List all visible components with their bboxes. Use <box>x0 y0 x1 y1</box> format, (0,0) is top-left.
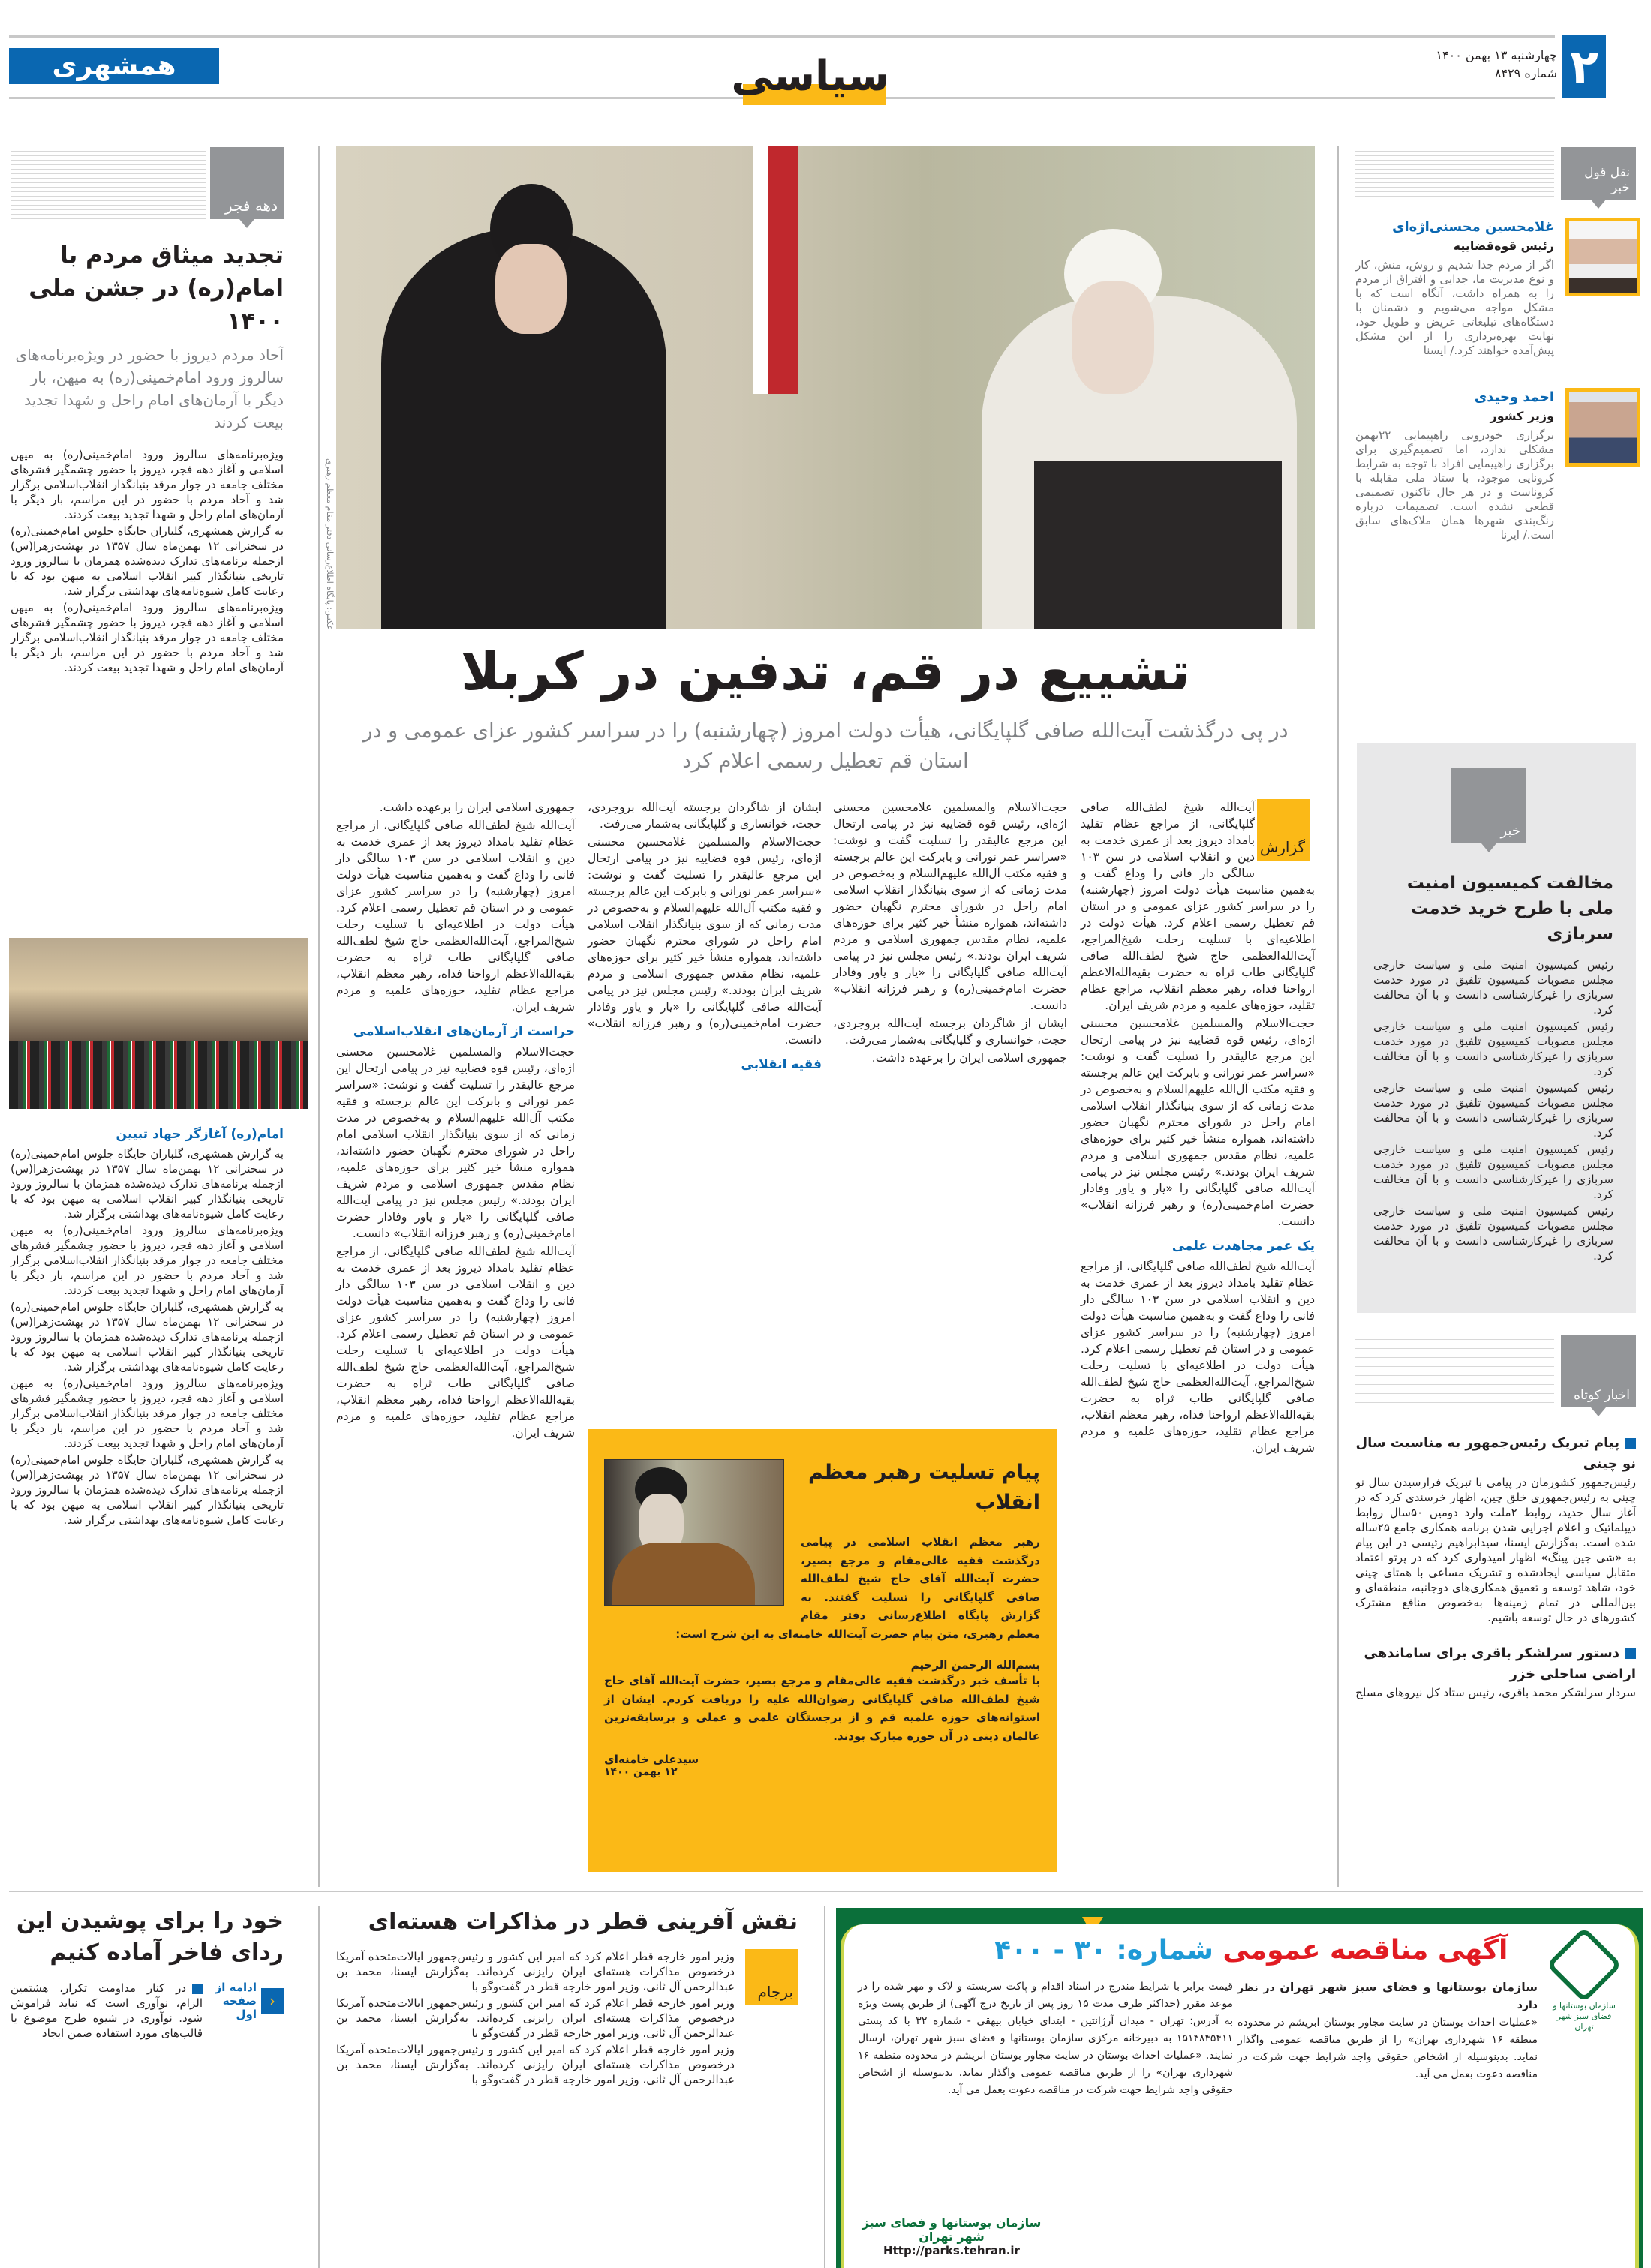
qatar-body: وزیر امور خارجه قطر اعلام کرد که امیر این کشور و رئیس‌جمهور ایالات‌متحده آمریکا درخصوص مذاکرات هسته‌ای ایران رایزنی کرده‌اند. به‌گزارش ایسنا، محمد بن عبدالرحمن آل ثانی، وزیر امور خارجه قطر در گفت‌وگو با وزیر امور خارجه قطر اعلام کرد که امیر این کشور و رئیس‌جمهور ایالات‌متحده آمریکا درخصوص مذاکرات هسته‌ای ایران رایزنی کرده‌اند. به‌گزارش ایسنا، محمد بن عبدالرحمن آل ثانی، وزیر امور خارجه قطر در گفت‌وگو با وزیر امور خارجه قطر اعلام کرد که امیر این کشور و رئیس‌جمهور ایالات‌متحده آمریکا درخصوص مذاکرات هسته‌ای ایران رایزنی کرده‌اند. به‌گزارش ایسنا، محمد بن عبدالرحمن آل ثانی، وزیر امور خارجه قطر در گفت‌وگو با <box>336 1950 735 2086</box>
qatar-headline[interactable]: نقش آفرینی قطر در مذاکرات هسته‌ای <box>368 1909 798 1935</box>
short-news-item[interactable]: دستور سرلشکر باقری برای ساماندهی اراضی ساحلی خزر سردار سرلشکر محمد باقری، رئیس ستاد کل نیروهای مسلح <box>1355 1645 1636 1699</box>
message-bismillah: بسم‌الله الرحمن الرحیم <box>910 1658 1040 1672</box>
newspaper-logo: همشهری <box>9 48 219 84</box>
avatar <box>1569 221 1637 293</box>
section-label-dahe-fajr: دهه فجر <box>210 147 284 219</box>
ad-footer: سازمان بوستانها و فضای سبز شهر تهران Http://parks.tehran.ir <box>858 2215 1045 2257</box>
leader-message-box <box>588 1429 1057 1872</box>
main-col-3: ایشان از شاگردان برجسته آیت‌الله بروجردی، حجت، خوانساری و گلپایگانی به‌شمار می‌رفت. حجت‌الاسلام والمسلمین غلامحسین محسنی اژه‌ای، رئیس قوه قضاییه نیز در پیامی ارتحال این مرجع عالیقدر را تسلیت گفت و نوشت: «سراسر عمر نورانی و بابرکت این عالم برجسته و فقیه مکتب آل‌الله علیهم‌السلام و به‌خصوص در مدت زمانی که از سوی بنیانگذار انقلاب اسلامی امام راحل در شورای محترم نگهبان حضور داشته‌اند، همواره منشأ خیر کثیر برای حوزه‌های علمیه، نظام مقدس جمهوری اسلامی و مردم شریف ایران بودند.» رئیس مجلس نیز در پیامی آیت‌الله صافی گلپایگانی را «یار و یاور وفادار حضرت امام‌خمینی(ره) و رهبر فرزانه انقلاب» دانست. فقیه انقلابی <box>588 801 822 1072</box>
news-label: خبر <box>1451 768 1526 843</box>
main-col-1: آیت‌الله شیخ لطف‌الله صافی گلپایگانی، از مراجع عظام تقلید بامداد دیروز بعد از عمری خدمت به دین و انقلاب اسلامی در سن ۱۰۳ سالگی دار فانی را وداع گفت و به‌همین مناسبت هیأت دولت امروز (چهارشنبه) را در سراسر کشور عزای عمومی و در استان قم تعطیل رسمی اعلام کرد. هیأت دولت در اطلاعیه‌ای با تسلیت رحلت شیخ‌المراجع، آیت‌الله‌العظمی حاج شیخ لطف‌الله صافی گلپایگانی طاب ثراه به حضرت بقیه‌الله‌الاعظم ارواحنا فداه، رهبر معظم انقلاب، مراجع عظام تقلید، حوزه‌های علمیه و مردم شریف ایران. حجت‌الاسلام والمسلمین غلامحسین محسنی اژه‌ای، رئیس قوه قضاییه نیز در پیامی ارتحال این مرجع عالیقدر را تسلیت گفت و نوشت: «سراسر عمر نورانی و بابرکت این عالم برجسته و فقیه مکتب آل‌الله علیهم‌السلام و به‌خصوص در مدت زمانی که از سوی بنیانگذار انقلاب اسلامی امام راحل در شورای محترم نگهبان حضور داشته‌اند، همواره منشأ خیر کثیر برای حوزه‌های علمیه، نظام مقدس جمهوری اسلامی و مردم شریف ایران بودند.» رئیس مجلس نیز در پیامی آیت‌الله صافی گلپایگانی را «یار و یاور وفادار حضرت امام‌خمینی(ره) و رهبر فرزانه انقلاب» دانست. یک عمر مجاهدت علمی آیت‌الله شیخ لطف‌الله صافی گلپایگانی، از مراجع عظام تقلید بامداد دیروز بعد از عمری خدمت به دین و انقلاب اسلامی در سن ۱۰۳ سالگی دار فانی را وداع گفت و به‌همین مناسبت هیأت دولت امروز (چهارشنبه) را در سراسر کشور عزای عمومی و در استان قم تعطیل رسمی اعلام کرد. هیأت دولت در اطلاعیه‌ای با تسلیت رحلت شیخ‌المراجع، آیت‌الله‌العظمی حاج شیخ لطف‌الله صافی گلپایگانی طاب ثراه به حضرت بقیه‌الله‌الاعظم ارواحنا فداه، رهبر معظم انقلاب، مراجع عظام تقلید، حوزه‌های علمیه و مردم شریف ایران. <box>1081 801 1315 1455</box>
left-subhead-2: امام(ره) آغازگر جهاد تبیین <box>116 1127 284 1142</box>
report-label: گزارش <box>1257 799 1310 861</box>
column-divider <box>1337 146 1339 1887</box>
left-article-2 <box>11 1125 284 1529</box>
bottom-left-body: در کنار مداومت تکرار، هشتمین الزام، نوآوری است که نباید فراموش شود. نوآوری در شیوه طرح موضوع یا قالب‌های مورد استفاده ضمن ایجاد <box>11 1981 203 2040</box>
main-col-4: جمهوری اسلامی ایران را برعهده داشت. آیت‌الله شیخ لطف‌الله صافی گلپایگانی، از مراجع عظام تقلید بامداد دیروز بعد از عمری خدمت به دین و انقلاب اسلامی در سن ۱۰۳ سالگی دار فانی را وداع گفت و به‌همین مناسبت هیأت دولت امروز (چهارشنبه) را در سراسر کشور عزای عمومی و در استان قم تعطیل رسمی اعلام کرد. هیأت دولت در اطلاعیه‌ای با تسلیت رحلت شیخ‌المراجع، آیت‌الله‌العظمی حاج شیخ لطف‌الله صافی گلپایگانی طاب ثراه به حضرت بقیه‌الله‌الاعظم ارواحنا فداه، رهبر معظم انقلاب، مراجع عظام تقلید، حوزه‌های علمیه و مردم شریف ایران. حراست از آرمان‌های انقلاب‌اسلامی حجت‌الاسلام والمسلمین غلامحسین محسنی اژه‌ای، رئیس قوه قضاییه نیز در پیامی ارتحال این مرجع عالیقدر را تسلیت گفت و نوشت: «سراسر عمر نورانی و بابرکت این عالم برجسته و فقیه مکتب آل‌الله علیهم‌السلام و به‌خصوص در مدت زمانی که از سوی بنیانگذار انقلاب اسلامی امام راحل در شورای محترم نگهبان حضور داشته‌اند، همواره منشأ خیر کثیر برای حوزه‌های علمیه، نظام مقدس جمهوری اسلامی و مردم شریف ایران بودند.» رئیس مجلس نیز در پیامی آیت‌الله صافی گلپایگانی را «یار و یاور وفادار حضرت امام‌خمینی(ره) و رهبر فرزانه انقلاب» دانست. آیت‌الله شیخ لطف‌الله صافی گلپایگانی، از مراجع عظام تقلید بامداد دیروز بعد از عمری خدمت به دین و انقلاب اسلامی در سن ۱۰۳ سالگی دار فانی را وداع گفت و به‌همین مناسبت هیأت دولت امروز (چهارشنبه) را در سراسر کشور عزای عمومی و در استان قم تعطیل رسمی اعلام کرد. هیأت دولت در اطلاعیه‌ای با تسلیت رحلت شیخ‌المراجع، آیت‌الله‌العظمی حاج شیخ لطف‌الله صافی گلپایگانی طاب ثراه به حضرت بقیه‌الله‌الاعظم ارواحنا فداه، رهبر معظم انقلاب، مراجع عظام تقلید، حوزه‌های علمیه و مردم شریف ایران. <box>336 801 575 1440</box>
quotes-list <box>1355 218 1640 572</box>
left-body-2: به گزارش همشهری، گلباران جایگاه جلوس امام‌خمینی(ره) در سخنرانی ۱۲ بهمن‌ماه سال ۱۳۵۷ در بهشت‌زهرا(س) ازجمله برنامه‌های تدارک دیده‌شده همزمان با سالروز ورود تاریخی بنیانگذار کبیر انقلاب اسلامی به میهن بود که با رعایت کامل شیوه‌نامه‌های بهداشتی برگزار شد. ویژه‌برنامه‌های سالروز ورود امام‌خمینی(ره) به میهن اسلامی و آغاز دهه فجر، دیروز با حضور چشمگیر قشرهای مختلف جامعه در جوار مرقد بنیانگذار انقلاب‌اسلامی برگزار شد و آحاد مردم با حضور در این مراسم، بار دیگر با آرمان‌های امام راحل و شهدا تجدید بیعت کردند. به گزارش همشهری، گلباران جایگاه جلوس امام‌خمینی(ره) در سخنرانی ۱۲ بهمن‌ماه سال ۱۳۵۷ در بهشت‌زهرا(س) ازجمله برنامه‌های تدارک دیده‌شده همزمان با سالروز ورود تاریخی بنیانگذار کبیر انقلاب اسلامی به میهن بود که با رعایت کامل شیوه‌نامه‌های بهداشتی برگزار شد. ویژه‌برنامه‌های سالروز ورود امام‌خمینی(ره) به میهن اسلامی و آغاز دهه فجر، دیروز با حضور چشمگیر قشرهای مختلف جامعه در جوار مرقد بنیانگذار انقلاب‌اسلامی برگزار شد و آحاد مردم با حضور در این مراسم، بار دیگر با آرمان‌های امام راحل و شهدا تجدید بیعت کردند. به گزارش همشهری، گلباران جایگاه جلوس امام‌خمینی(ره) در سخنرانی ۱۲ بهمن‌ماه سال ۱۳۵۷ در بهشت‌زهرا(س) ازجمله برنامه‌های تدارک دیده‌شده همزمان با سالروز ورود تاریخی بنیانگذار کبیر انقلاب اسلامی به میهن بود که با رعایت کامل شیوه‌نامه‌های بهداشتی برگزار شد. <box>11 1147 284 1527</box>
news-box <box>1357 743 1636 1313</box>
message-signature: سیدعلی خامنه‌ای <box>604 1753 699 1766</box>
ad-title: آگهی مناقصه عمومی شماره: ۳۰ - ۴۰۰ <box>994 1935 1508 1966</box>
short-news-item[interactable]: پیام تبریک رئیس‌جمهور به مناسبت سال نو چینی رئیس‌جمهور کشورمان در پیامی با تبریک فرارسیدن سال نو چینی به رئیس‌جمهوری خلق چین، اظهار خرسندی کرد که در آغاز سال جدید، روابط ۲ملت وارد دومین ۵۰سال روابط دیپلماتیک و اعلام اجرایی شدن برنامه همکاری جامع ۲۵ساله شده است. به‌گزارش ایسنا، سیدابراهیم رئیسی در این پیام به «شی جین پینگ» اظهار امیدواری کرد که در پرتو اعتماد متقابل سیاسی ایجادشده و تشریک مساعی با همتای چینی خود، شاهد توسعه و تعمیق همکاری‌های دوجانبه، منطقه‌ای و بین‌المللی در تمام زمینه‌ها به‌خصوص منافع مشترک کشورهای در حال توسعه باشیم. <box>1355 1435 1636 1624</box>
news-body: رئیس کمیسیون امنیت ملی و سیاست خارجی مجلس مصوبات کمیسیون تلفیق در مورد خدمت سربازی را غیرکارشناسی دانست و با آن مخالفت کرد. رئیس کمیسیون امنیت ملی و سیاست خارجی مجلس مصوبات کمیسیون تلفیق در مورد خدمت سربازی را غیرکارشناسی دانست و با آن مخالفت کرد. رئیس کمیسیون امنیت ملی و سیاست خارجی مجلس مصوبات کمیسیون تلفیق در مورد خدمت سربازی را غیرکارشناسی دانست و با آن مخالفت کرد. رئیس کمیسیون امنیت ملی و سیاست خارجی مجلس مصوبات کمیسیون تلفیق در مورد خدمت سربازی را غیرکارشناسی دانست و با آن مخالفت کرد. رئیس کمیسیون امنیت ملی و سیاست خارجی مجلس مصوبات کمیسیون تلفیق در مورد خدمت سربازی را غیرکارشناسی دانست و با آن مخالفت کرد. <box>1373 958 1613 1263</box>
left-body: ویژه‌برنامه‌های سالروز ورود امام‌خمینی(ره) به میهن اسلامی و آغاز دهه فجر، دیروز با حضور چشمگیر قشرهای مختلف جامعه در جوار مرقد بنیانگذار انقلاب‌اسلامی برگزار شد و آحاد مردم با حضور در این مراسم، بار دیگر با آرمان‌های امام راحل و شهدا تجدید بیعت کردند. به گزارش همشهری، گلباران جایگاه جلوس امام‌خمینی(ره) در سخنرانی ۱۲ بهمن‌ماه سال ۱۳۵۷ در بهشت‌زهرا(س) ازجمله برنامه‌های تدارک دیده‌شده همزمان با سالروز ورود تاریخی بنیانگذار کبیر انقلاب اسلامی به میهن بود که با رعایت کامل شیوه‌نامه‌های بهداشتی برگزار شد. ویژه‌برنامه‌های سالروز ورود امام‌خمینی(ره) به میهن اسلامی و آغاز دهه فجر، دیروز با حضور چشمگیر قشرهای مختلف جامعه در جوار مرقد بنیانگذار انقلاب‌اسلامی برگزار شد و آحاد مردم با حضور در این مراسم، بار دیگر با آرمان‌های امام راحل و شهدا تجدید بیعت کردند. <box>11 448 284 674</box>
left-subhead: آحاد مردم دیروز با حضور در ویژه‌برنامه‌های سالروز ورود امام‌خمینی(ره) به میهن، بار دیگر با آرمان‌های امام راحل و شهدا تجدید بیعت کردند <box>15 346 284 431</box>
bottom-left-headline[interactable]: خود را برای پوشیدن این ردای فاخر آماده کنیم <box>16 1908 284 1966</box>
parks-org-logo: سازمان بوستانها و فضای سبز شهر تهران <box>1547 1938 1622 2032</box>
news-headline[interactable]: مخالفت کمیسیون امنیت ملی با طرح خرید خدمت سربازی <box>1406 873 1613 944</box>
issue-date: چهارشنبه ۱۳ بهمن ۱۴۰۰ <box>1436 48 1557 62</box>
page-number: ۲ <box>1562 35 1606 98</box>
short-news-label: اخبار کوتاه <box>1561 1335 1636 1407</box>
ad-col-right: سازمان بوستانها و فضای سبز شهر تهران در نظر دارد «عملیات احداث بوستان در سایت مجاور بوستان ابریشم در محدوده منطقه ۱۶ شهرداری تهران» را از طریق مناقصه عمومی واگذار نماید. بدینوسیله از اشخاص حقوقی واجد شرایط جهت شرکت در مناقصه دعوت بعمل می آید. <box>1237 1980 1538 2080</box>
avatar <box>1569 392 1637 463</box>
ceremony-photo <box>9 938 308 1109</box>
issue-info <box>1411 47 1557 83</box>
decorative-stripes <box>1355 1335 1554 1407</box>
quote-photo-1 <box>1565 218 1640 296</box>
quote-1: غلامحسین محسنی‌اژه‌ای رئیس قوه‌قضاییه اگر از مردم جدا شدیم و روش، منش، کار و نوع مدیریت ما، جدایی و افتراق از مردم را به همراه داشت، آنگاه است که با مشکل مواجه می‌شویم و دشمنان با دستگاه‌های تبلیغاتی عریض و طویل خود، نهایت بهره‌برداری را از این مشکل پیش‌آمده خواهند کرد./ ایسنا <box>1355 218 1640 358</box>
quote-1-text: اگر از مردم جدا شدیم و روش، منش، کار و نوع مدیریت ما، جدایی و افتراق از مردم را به همراه داشت، آنگاه است که با مشکل مواجه می‌شویم و دشمنان با دستگاه‌های تبلیغاتی عریض و طویل خود، نهایت بهره‌برداری را از این مشکل پیش‌آمده خواهند کرد./ ایسنا <box>1355 258 1554 357</box>
message-intro: رهبر معظم انقلاب اسلامی در پیامی درگذشت فقیه عالی‌مقام و مرجع بصیر، حضرت آیت‌الله آقای حاج شیخ لطف‌الله صافی گلپایگانی را تسلیت گفتند. به گزارش پایگاه اطلاع‌رسانی دفتر مقام معظم رهبری، متن پیام حضرت آیت‌الله خامنه‌ای به این شرح است: <box>675 1535 1040 1641</box>
flag <box>753 146 798 394</box>
message-title: پیام تسلیت رهبر معظم انقلاب <box>807 1461 1040 1514</box>
short-news-list <box>1355 1433 1636 1700</box>
section-rule <box>9 1891 1643 1892</box>
bottom-left-article <box>11 1906 284 2041</box>
leader-photo <box>604 1459 784 1606</box>
issue-number: شماره ۸۴۲۹ <box>1494 66 1557 80</box>
main-photo <box>336 146 1315 629</box>
subhead-life: یک عمر مجاهدت علمی <box>1171 1239 1315 1254</box>
left-article <box>11 239 284 677</box>
barjam-label: برجام <box>745 1949 798 2005</box>
ad-col-left: قیمت برابر با شرایط مندرج در اسناد اقدام و پاکت سربسته و لاک و مهر شده را در موعد مقرر (حداکثر ظرف مدت ۱۵ روز پس از تاریخ درج آگهی) از طریق پست ویژه به آدرس: تهران - میدان آرژانتین - ابتدای خیابان بیهقی - شماره ۳۲ با کد پستی ۱۵۱۴۸۴۵۴۱۱ به دبیرخانه مرکزی سازمان بوستانها و فضای سبز شهر تهران، ارسال نمایند. «عملیات احداث بوستان در سایت مجاور بوستان ابریشم در محدوده منطقه ۱۶ شهرداری تهران» را از طریق مناقصه عمومی واگذار نماید. بدینوسیله از اشخاص حقوقی واجد شرایط جهت شرکت در مناقصه دعوت بعمل می آید. <box>858 1981 1234 2096</box>
column-divider <box>824 1906 826 2268</box>
tender-ad[interactable] <box>836 1908 1643 2268</box>
photo-caption: عکس: پایگاه اطلاع‌رسانی دفتر مقام معظم رهبری <box>325 458 335 630</box>
ad-url-link[interactable]: Http://parks.tehran.ir <box>883 2244 1020 2257</box>
quote-2: احمد وحیدی وزیر کشور برگزاری خودرویی راهپیمایی ۲۲بهمن مشکلی ندارد، اما تصمیم‌گیری برای برگزاری راهپیمایی افراد با توجه به شرایط کرونایی موجود، با ستاد ملی مقابله با کروناست و در هر حال تاکنون تصمیمی قطعی نشده است. تصمیمات درباره رنگ‌بندی شهرها همان ملاک‌های سابق است./ ایرنا <box>1355 388 1640 542</box>
header-top-rule <box>9 35 1555 38</box>
subhead-fiqh: فقیه انقلابی <box>741 1057 822 1072</box>
quote-photo-2 <box>1565 388 1640 467</box>
quotes-label: نقل قول خبر <box>1561 147 1636 200</box>
bullet-square-icon <box>1625 1438 1636 1449</box>
main-subhead: در پی درگذشت آیت‌الله صافی گلپایگانی، هیأت دولت امروز (چهارشنبه) را در سراسر کشور عزای عمومی و در استان قم تعطیل رسمی اعلام کرد <box>362 719 1289 773</box>
continued-from-front[interactable]: ‹ ادامه از صفحه اول <box>209 1981 284 2021</box>
decorative-stripes <box>1355 147 1554 200</box>
section-title: سیاسی <box>739 53 889 105</box>
column-divider <box>318 146 320 1887</box>
decorative-stripes <box>11 147 206 219</box>
message-date: ۱۲ بهمن ۱۴۰۰ <box>604 1766 678 1778</box>
qatar-article <box>336 1906 798 2089</box>
subhead-guard: حراست از آرمان‌های انقلاب‌اسلامی <box>353 1024 575 1039</box>
main-headline[interactable]: تشییع در قم، تدفین در کربلا <box>461 641 1190 702</box>
column-divider <box>318 1906 320 2268</box>
left-headline[interactable]: تجدید میثاق مردم با امام(ره) در جشن ملی ۱۴۰۰ <box>29 242 284 335</box>
message-text: با تأسف خبر درگذشت فقیه عالی‌مقام و مرجع بصیر، حضرت آیت‌الله آقای حاج شیخ لطف‌الله صافی گلپایگانی رضوان‌الله علیه را دریافت کردم. ایشان از استوانه‌های حوزه علمیه قم و از برجستگان علمی و عملی و برسابقه‌ترین عالمان دینی در آن حوزه مبارک بودند. <box>604 1674 1040 1743</box>
chevron-left-icon: ‹ <box>261 1988 284 2014</box>
quote-2-text: برگزاری خودرویی راهپیمایی ۲۲بهمن مشکلی ندارد، اما تصمیم‌گیری برای برگزاری راهپیمایی افراد با توجه به شرایط کرونایی موجود، با ستاد ملی مقابله با کروناست و در هر حال تاکنون تصمیمی قطعی نشده است. تصمیمات درباره رنگ‌بندی شهرها همان ملاک‌های سابق است./ ایرنا <box>1355 428 1554 542</box>
bullet-square-icon <box>1625 1648 1636 1659</box>
main-col-2: حجت‌الاسلام والمسلمین غلامحسین محسنی اژه‌ای، رئیس قوه قضاییه نیز در پیامی ارتحال این مرجع عالیقدر را تسلیت گفت و نوشت: «سراسر عمر نورانی و بابرکت این عالم برجسته و فقیه مکتب آل‌الله علیهم‌السلام و به‌خصوص در مدت زمانی که از سوی بنیانگذار انقلاب اسلامی امام راحل در شورای محترم نگهبان حضور داشته‌اند، همواره منشأ خیر کثیر برای حوزه‌های علمیه، نظام مقدس جمهوری اسلامی و مردم شریف ایران بودند.» رئیس مجلس نیز در پیامی آیت‌الله صافی گلپایگانی را «یار و یاور وفادار حضرت امام‌خمینی(ره) و رهبر فرزانه انقلاب» دانست. ایشان از شاگردان برجسته آیت‌الله بروجردی، حجت، خوانساری و گلپایگانی به‌شمار می‌رفت. جمهوری اسلامی ایران را برعهده داشت. <box>833 801 1067 1065</box>
